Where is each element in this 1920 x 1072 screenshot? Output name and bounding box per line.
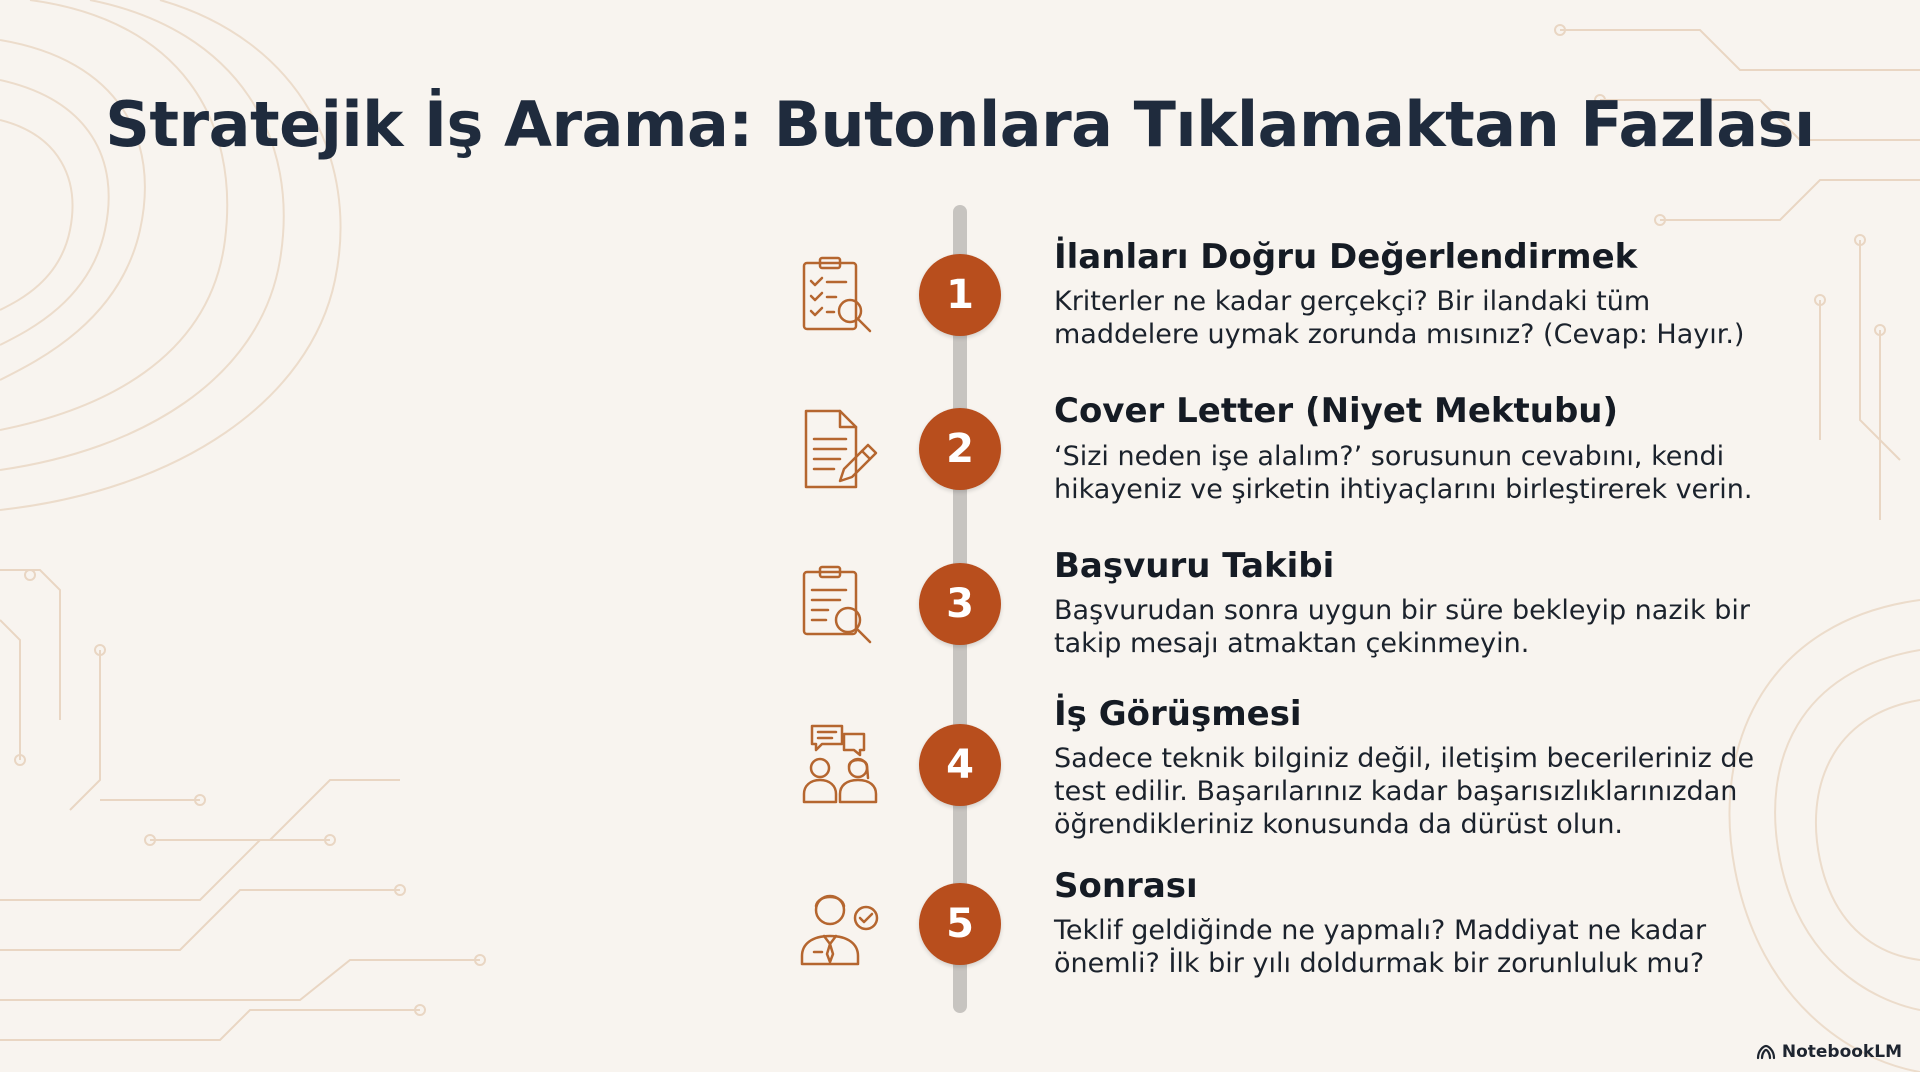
- notebooklm-logo-icon: [1756, 1044, 1776, 1060]
- step-title: Cover Letter (Niyet Mektubu): [1054, 391, 1619, 431]
- step-title: Sonrası: [1054, 866, 1198, 906]
- document-pencil-icon: [796, 407, 880, 491]
- interview-people-chat-icon: [796, 722, 880, 806]
- person-checkmark-icon: [796, 882, 880, 966]
- step-number-badge: 3: [919, 563, 1001, 645]
- step-title: İlanları Doğru Değerlendirmek: [1054, 237, 1638, 277]
- clipboard-magnifier-icon: [796, 562, 880, 646]
- step-description: Başvurudan sonra uygun bir süre bekleyip nazik bir takip mesajı atmaktan çekinmeyin.: [1054, 595, 1750, 659]
- step-description: Kriterler ne kadar gerçekçi? Bir ilandaki tüm maddelere uymak zorunda mısınız? (Cevap: Hayır.): [1054, 286, 1745, 350]
- clipboard-checklist-magnifier-icon: [796, 253, 880, 337]
- step-number-badge: 5: [919, 883, 1001, 965]
- brand-name: NotebookLM: [1781, 1042, 1902, 1062]
- step-title: İş Görüşmesi: [1054, 694, 1302, 734]
- step-number-badge: 4: [919, 724, 1001, 806]
- step-description: Teklif geldiğinde ne yapmalı? Maddiyat ne kadar önemli? İlk bir yılı doldurmak bir zorunluluk mu?: [1054, 915, 1707, 979]
- step-description: Sadece teknik bilginiz değil, iletişim becerileriniz de test edilir. Başarılarınız kadar başarısızlıklarınızdan öğrendikleriniz konusunda da dürüst olun.: [1054, 743, 1755, 840]
- step-title: Başvuru Takibi: [1054, 546, 1335, 586]
- step-number-badge: 1: [919, 254, 1001, 336]
- brand-logo: [1756, 1042, 1902, 1062]
- page-title: Stratejik İş Arama: Butonlara Tıklamaktan Fazlası: [105, 88, 1815, 161]
- step-number-badge: 2: [919, 408, 1001, 490]
- step-description: ‘Sizi neden işe alalım?’ sorusunun cevabını, kendi hikayeniz ve şirketin ihtiyaçlarını birleştirerek verin.: [1054, 441, 1753, 505]
